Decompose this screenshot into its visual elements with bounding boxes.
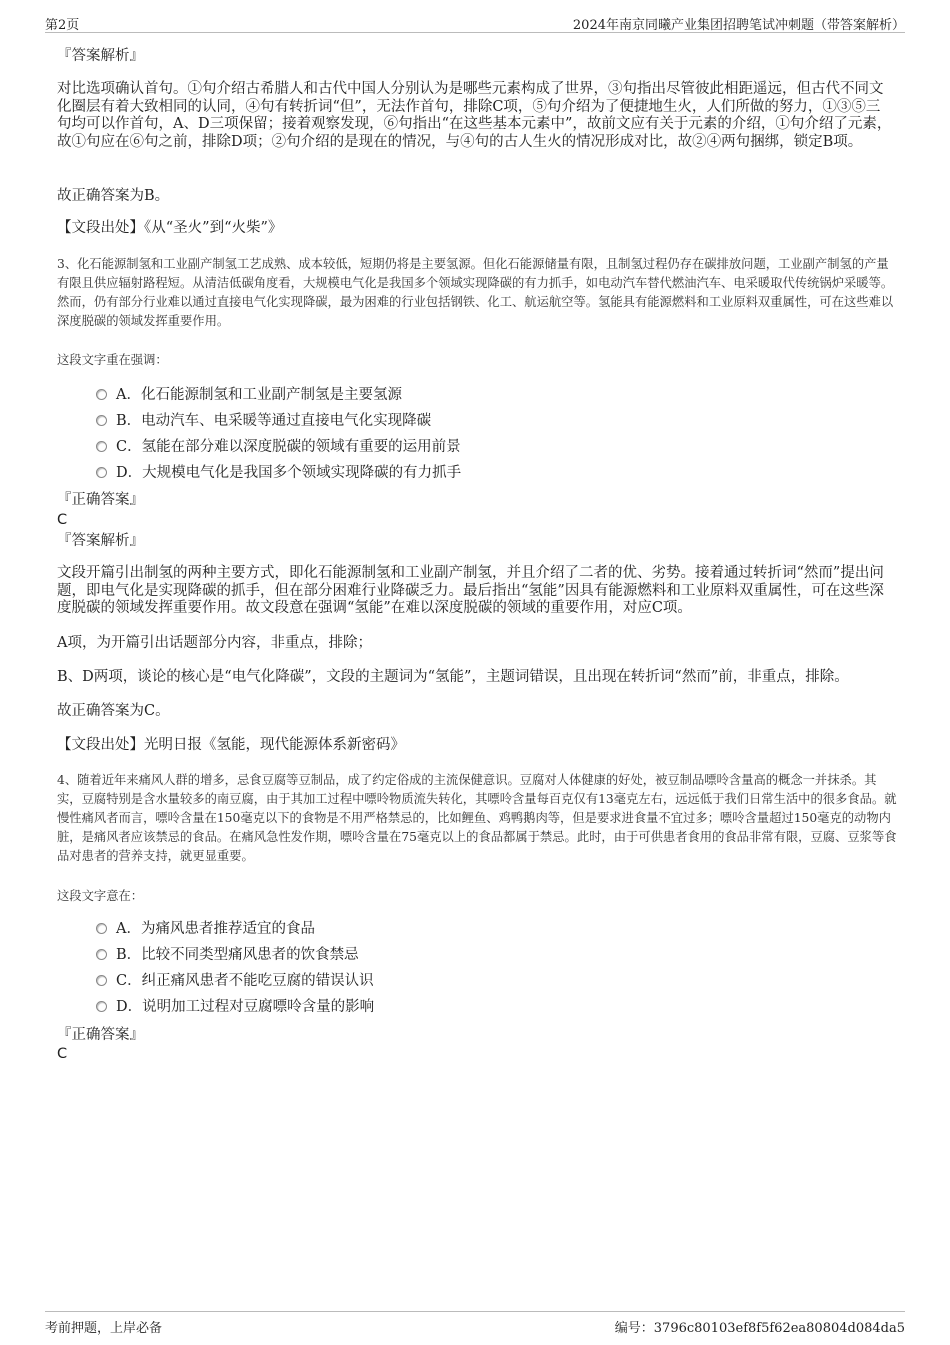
radio-icon[interactable] <box>96 949 107 960</box>
option-label: A．化石能源制氢和工业副产制氢是主要氢源 <box>116 387 402 403</box>
q3-prompt: 这段文字重在强调： <box>57 353 168 367</box>
q3-analysis-a: A项，为开篇引出话题部分内容，非重点，排除； <box>57 635 372 651</box>
q3-analysis-bd: B、D两项，谈论的核心是“电气化降碳”，文段的主题词为“氢能”，主题词错误，且出现在转折词“然而”前，非重点，排除。 <box>57 669 849 685</box>
q3-analysis-label: 『答案解析』 <box>57 533 144 549</box>
radio-icon[interactable] <box>96 467 107 478</box>
option-label: B．比较不同类型痛风患者的饮食禁忌 <box>116 947 359 963</box>
q2-analysis-text: 对比选项确认首句。①句介绍古希腊人和古代中国人分别认为是哪些元素构成了世界，③句指出尽管彼此相距遥远，但古代不同文化圈层有着大致相同的认同，④句有转折词“但”，无法作首句，排除C项，⑤句介绍为了便捷地生火，人们所做的努力，①③⑤三句均可以作首句，A、D三项保留；接着观察发现，⑥句指出“在这些基本元素中”，故前文应有关于元素的介绍，①句介绍了元素，故①句应在⑥句之前，排除D项；②句介绍的是现在的情况，与④句的古人生火的情况形成对比，故②④两句捆绑，锁定B项。 <box>57 81 892 150</box>
footer-slogan: 考前押题，上岸必备 <box>45 1321 163 1336</box>
q2-analysis-label: 『答案解析』 <box>57 48 144 64</box>
document-serial: 编号：3796c80103ef8f5f62ea80804d084da5 <box>614 1321 905 1336</box>
radio-icon[interactable] <box>96 415 107 426</box>
q3-option-a[interactable] <box>96 385 402 405</box>
q4-answer: C <box>57 1046 68 1062</box>
radio-icon[interactable] <box>96 1001 107 1012</box>
q2-conclusion: 故正确答案为B。 <box>57 188 170 204</box>
radio-icon[interactable] <box>96 441 107 452</box>
q3-answer-label: 『正确答案』 <box>57 492 144 508</box>
page-header <box>45 10 905 33</box>
q3-option-b[interactable] <box>96 411 431 431</box>
q4-option-b[interactable] <box>96 945 359 965</box>
option-label: C．氢能在部分难以深度脱碳的领域有重要的运用前景 <box>116 439 461 455</box>
q4-option-c[interactable] <box>96 971 374 991</box>
q3-option-c[interactable] <box>96 437 461 457</box>
q4-prompt: 这段文字意在： <box>57 889 144 903</box>
option-label: B．电动汽车、电采暖等通过直接电气化实现降碳 <box>116 413 432 429</box>
radio-icon[interactable] <box>96 923 107 934</box>
radio-icon[interactable] <box>96 975 107 986</box>
q4-option-a[interactable] <box>96 919 315 939</box>
page-footer <box>45 1311 905 1336</box>
q3-analysis-text: 文段开篇引出制氢的两种主要方式，即化石能源制氢和工业副产制氢，并且介绍了二者的优、劣势。接着通过转折词“然而”提出问题，即电气化是实现降碳的抓手，但在部分困难行业降碳乏力。最后指出“氢能”因具有能源燃料和工业原料双重属性，可在这些深度脱碳的领域发挥重要作用。故文段意在强调“氢能”在难以深度脱碳的领域的重要作用，对应C项。 <box>57 565 884 617</box>
q3-option-d[interactable] <box>96 463 461 483</box>
q3-question-text: 3、化石能源制氢和工业副产制氢工艺成熟、成本较低，短期仍将是主要氢源。但化石能源储量有限，且制氢过程仍存在碳排放问题，工业副产制氢的产量有限且供应辐射路程短。从清洁低碳角度看，大规模电气化是我国多个领域实现降碳的有力抓手，如电动汽车替代燃油汽车、电采暖取代传统锅炉采暖等。然而，仍有部分行业难以通过直接电气化实现降碳，最为困难的行业包括钢铁、化工、航运航空等。氢能具有能源燃料和工业原料双重属性，可在这些难以深度脱碳的领域发挥重要作用。 <box>57 257 894 328</box>
page-number: 第2页 <box>45 18 80 33</box>
option-label: A．为痛风患者推荐适宜的食品 <box>116 921 315 937</box>
q3-source: 【文段出处】光明日报《氢能，现代能源体系新密码》 <box>57 737 405 753</box>
option-label: D．大规模电气化是我国多个领域实现降碳的有力抓手 <box>116 465 462 481</box>
option-label: C．纠正痛风患者不能吃豆腐的错误认识 <box>116 973 374 989</box>
q3-conclusion: 故正确答案为C。 <box>57 703 170 719</box>
q4-answer-label: 『正确答案』 <box>57 1027 144 1043</box>
q3-answer: C <box>57 512 68 528</box>
q4-question-text: 4、随着近年来痛风人群的增多，忌食豆腐等豆制品，成了约定俗成的主流保健意识。豆腐对人体健康的好处，被豆制品嘌呤含量高的概念一并抹杀。其实，豆腐特别是含水量较多的南豆腐，由于其加工过程中嘌呤物质流失转化，其嘌呤含量每百克仅有13毫克左右，远远低于我们日常生活中的很多食品。就慢性痛风者而言，嘌呤含量在150毫克以下的食物是不用严格禁忌的，比如鲤鱼、鸡鸭鹅肉等，但是要求进食量不宜过多；嘌呤含量超过150毫克的动物内脏，是痛风者应该禁忌的食品。在痛风急性发作期，嘌呤含量在75毫克以上的食品都属于禁忌。此时，由于可供患者食用的食品非常有限，豆腐、豆浆等食品对患者的营养支持，就更显重要。 <box>57 773 897 863</box>
q4-option-d[interactable] <box>96 997 374 1017</box>
radio-icon[interactable] <box>96 389 107 400</box>
option-label: D．说明加工过程对豆腐嘌呤含量的影响 <box>116 999 375 1015</box>
document-title: 2024年南京同曦产业集团招聘笔试冲刺题（带答案解析） <box>572 18 905 33</box>
q2-source: 【文段出处】《从“圣火”到“火柴”》 <box>57 220 283 236</box>
